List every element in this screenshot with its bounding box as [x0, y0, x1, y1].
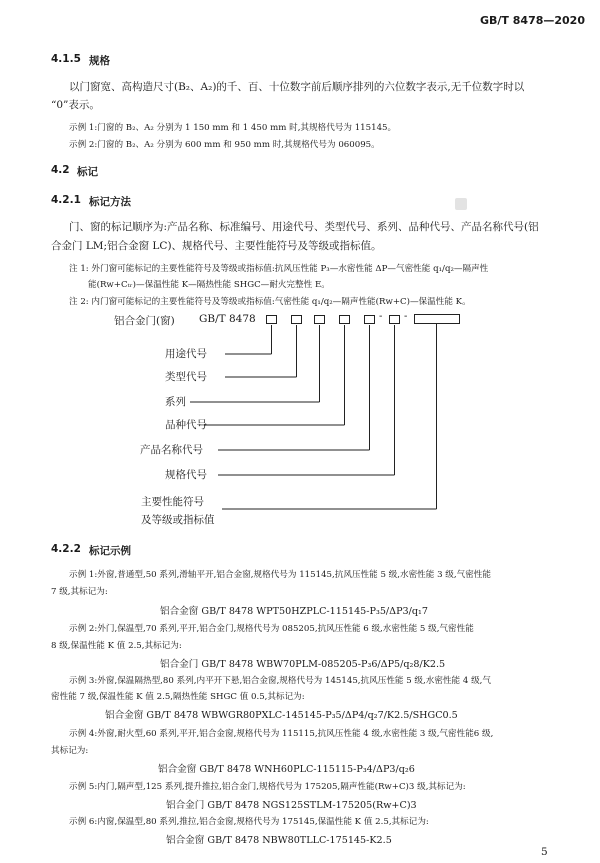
example-1-code: 铝合金窗 GB/T 8478 WPT50HZPLC-115145-P₃5/ΔP3/q₁7 — [160, 606, 428, 617]
example-3-line2: 密性能 7 级,保温性能 K 值 2.5,隔热性能 SHGC 值 0.5,其标记为: — [51, 692, 305, 702]
diagram-product-name: 铝合金门(窗) — [114, 315, 175, 327]
spec-example-1: 示例 1:门窗的 B₂、A₂ 分别为 1 150 mm 和 1 450 mm 时,其规格代号为 115145。 — [69, 123, 397, 133]
diagram-label-product-name-code: 产品名称代号 — [140, 444, 203, 456]
example-3-line1: 示例 3:外窗,保温隔热型,80 系列,内平开下悬,铝合金窗,规格代号为 145145,抗风压性能 5 级,水密性能 4 级,气 — [69, 676, 491, 686]
diagram-label-use-code: 用途代号 — [165, 348, 207, 360]
section-4-2-title: 标记 — [77, 166, 98, 178]
section-4-1-5-number: 4.1.5 — [51, 53, 81, 65]
diagram-label-type-code: 类型代号 — [165, 371, 207, 383]
example-1-line2: 7 级,其标记为: — [51, 587, 108, 597]
section-4-1-5-title: 规格 — [89, 55, 110, 67]
note-1-line2: 能(Rw+Cₜᵣ)—保温性能 K—隔热性能 SHGC—耐火完整性 E。 — [88, 280, 330, 290]
example-4-line2: 其标记为: — [51, 746, 89, 756]
standard-code-header: GB/T 8478—2020 — [480, 14, 585, 27]
example-4-code: 铝合金窗 GB/T 8478 WNH60PLC-115115-P₃4/ΔP3/q₂6 — [158, 764, 415, 775]
diagram-label-performance-line1: 主要性能符号 — [141, 496, 204, 508]
example-5-line1: 示例 5:内门,隔声型,125 系列,提升推拉,铝合金门,规格代号为 175205,隔声性能(Rw+C)3 级,其标记为: — [69, 782, 466, 792]
example-2-line2: 8 级,保温性能 K 值 2.5,其标记为: — [51, 641, 182, 651]
spec-paragraph-line1: 以门窗宽、高构造尺寸(B₂、A₂)的千、百、十位数字前后顺序排列的六位数字表示,无千位数字时以 — [69, 81, 525, 93]
diagram-standard: GB/T 8478 — [199, 313, 256, 325]
marking-paragraph-line2: 合金门 LM;铝合金窗 LC)、规格代号、主要性能符号及等级或指标值。 — [51, 240, 382, 252]
spec-example-2: 示例 2:门窗的 B₂、A₂ 分别为 600 mm 和 950 mm 时,其规格代号为 060095。 — [69, 140, 380, 150]
example-6-code: 铝合金窗 GB/T 8478 NBW80TLLC-175145-K2.5 — [166, 835, 392, 846]
diagram-label-spec-code: 规格代号 — [165, 469, 207, 481]
section-4-2-1-number: 4.2.1 — [51, 194, 81, 206]
marking-paragraph-line1: 门、窗的标记顺序为:产品名称、标准编号、用途代号、类型代号、系列、品种代号、产品名称代号(铝 — [69, 221, 539, 233]
example-1-line1: 示例 1:外窗,普通型,50 系列,滑轴平开,铝合金窗,规格代号为 115145,抗风压性能 5 级,水密性能 3 级,气密性能 — [69, 570, 491, 580]
section-4-2-number: 4.2 — [51, 164, 70, 176]
example-4-line1: 示例 4:外窗,耐火型,60 系列,平开,铝合金窗,规格代号为 115115,抗风压性能 4 级,水密性能 3 级,气密性能6 级, — [69, 729, 494, 739]
note-2: 注 2: 内门窗可能标记的主要性能符号及等级或指标值:气密性能 q₁/q₂—隔声性能(Rw+C)—保温性能 K。 — [69, 297, 471, 307]
dash-separator: - — [404, 311, 408, 322]
section-4-2-2-title: 标记示例 — [89, 545, 131, 557]
example-3-code: 铝合金窗 GB/T 8478 WBWGR80PXLC-145145-P₃5/ΔP4/q₂7/K2.5/SHGC0.5 — [105, 710, 458, 721]
section-4-2-1-title: 标记方法 — [89, 196, 131, 208]
spec-paragraph-line2: “0”表示。 — [51, 99, 100, 111]
diagram-label-variety-code: 品种代号 — [165, 419, 207, 431]
page-number: 5 — [541, 846, 548, 858]
example-2-line1: 示例 2:外门,保温型,70 系列,平开,铝合金门,规格代号为 085205,抗风压性能 6 级,水密性能 5 级,气密性能 — [69, 624, 474, 634]
example-2-code: 铝合金门 GB/T 8478 WBW70PLM-085205-P₃6/ΔP5/q₂8/K2.5 — [160, 659, 446, 670]
note-1-line1: 注 1: 外门窗可能标记的主要性能符号及等级或指标值:抗风压性能 P₃—水密性能 ΔP—气密性能 q₁/q₂—隔声性 — [69, 264, 489, 274]
dash-separator: - — [379, 311, 383, 322]
example-6-line1: 示例 6:内窗,保温型,80 系列,推拉,铝合金窗,规格代号为 175145,保温性能 K 值 2.5,其标记为: — [69, 817, 429, 827]
example-5-code: 铝合金门 GB/T 8478 NGS125STLM-175205(Rw+C)3 — [166, 800, 417, 811]
diagram-label-series: 系列 — [165, 396, 186, 408]
diagram-label-performance-line2: 及等级或指标值 — [141, 514, 215, 526]
section-4-2-2-number: 4.2.2 — [51, 543, 81, 555]
